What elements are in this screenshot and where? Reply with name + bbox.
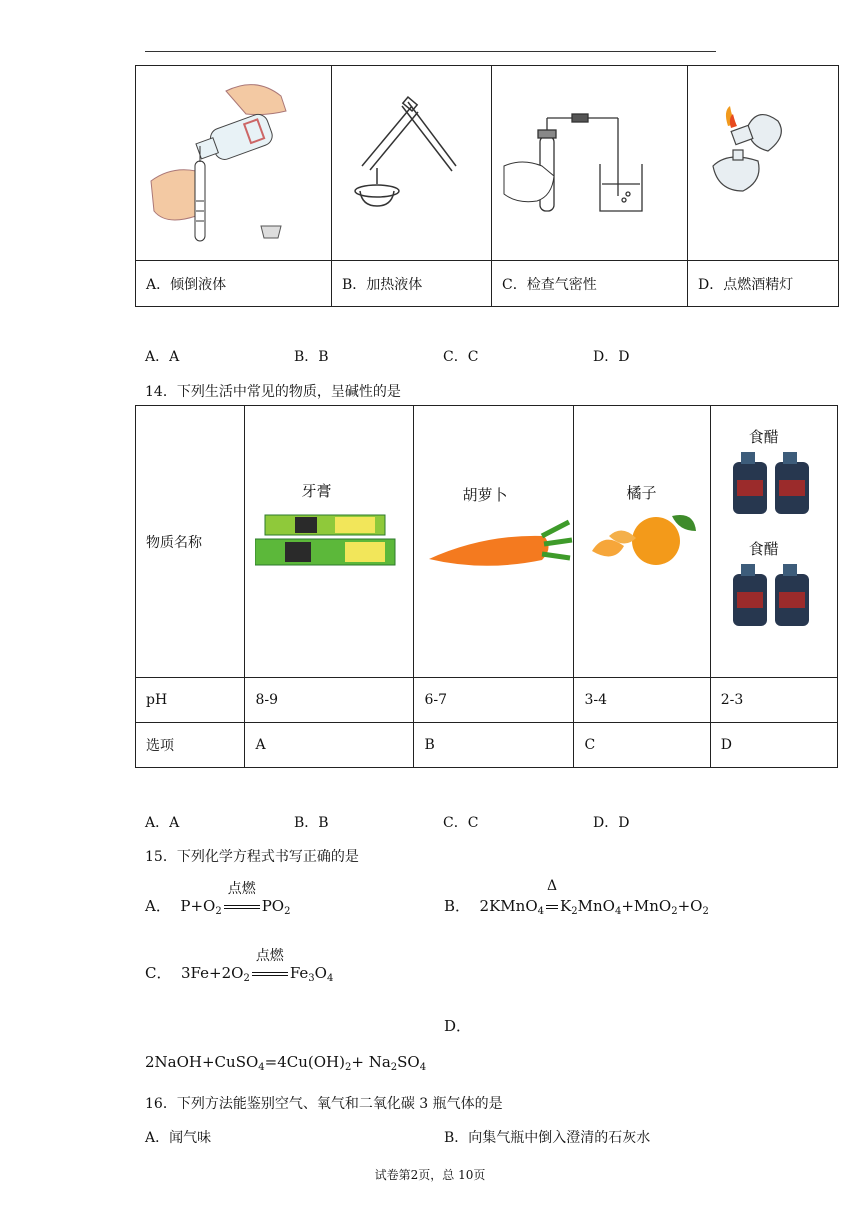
caption-d: D．点燃酒精灯 bbox=[688, 261, 839, 307]
q14-option-b[interactable]: B．B bbox=[294, 815, 329, 831]
q15-option-a[interactable]: A． $P+O_2$ 点燃 $PO_2$ bbox=[145, 895, 290, 917]
q15-a-condition: 点燃 bbox=[227, 881, 256, 897]
vinegar-cell bbox=[710, 406, 837, 678]
pour-liquid-icon bbox=[136, 66, 331, 256]
opt-c: C bbox=[574, 723, 710, 768]
airtight-check-icon bbox=[492, 66, 687, 256]
opt-a: A bbox=[245, 723, 414, 768]
carrot-icon bbox=[424, 514, 574, 574]
opt-d: D bbox=[710, 723, 837, 768]
q15-b-condition: Δ bbox=[546, 878, 558, 894]
heat-liquid-figure bbox=[332, 66, 492, 261]
ph-b: 6-7 bbox=[414, 678, 574, 723]
light-lamp-figure bbox=[688, 66, 839, 261]
q13-table bbox=[135, 65, 839, 307]
header-rule bbox=[145, 51, 716, 52]
q16-option-b[interactable]: B．向集气瓶中倒入澄清的石灰水 bbox=[444, 1130, 651, 1146]
q15-option-d: $2NaOH+CuSO_4=4Cu(OH)_2+ Na_2SO_4$ bbox=[145, 1053, 427, 1073]
q15-option-d-label[interactable]: D． bbox=[444, 1017, 472, 1035]
toothpaste-icon bbox=[255, 511, 405, 571]
vinegar-bottle-icon bbox=[727, 450, 817, 516]
caption-c: C．检查气密性 bbox=[492, 261, 688, 307]
carrot-cell bbox=[414, 406, 574, 678]
page-footer: 试卷第2页，总 10页 bbox=[374, 1168, 486, 1182]
carrot-label: 胡萝卜 bbox=[462, 486, 508, 504]
q15-option-c[interactable]: C． $3Fe+2O_2$ 点燃 $Fe_3O_4$ bbox=[145, 962, 333, 984]
ph-d: 2-3 bbox=[710, 678, 837, 723]
caption-a: A．倾倒液体 bbox=[136, 261, 332, 307]
pour-liquid-figure bbox=[136, 66, 332, 261]
vinegar-label-top: 食醋 bbox=[748, 428, 779, 446]
q14-table bbox=[135, 405, 838, 768]
q13-option-a[interactable]: A．A bbox=[145, 349, 180, 365]
q16-option-a[interactable]: A．闻气味 bbox=[145, 1130, 212, 1146]
q14-options bbox=[145, 812, 745, 832]
row-header-ph: pH bbox=[136, 678, 245, 723]
toothpaste-label: 牙膏 bbox=[301, 482, 332, 500]
q14-option-a[interactable]: A．A bbox=[145, 815, 180, 831]
q13-option-d[interactable]: D．D bbox=[593, 349, 630, 365]
q16-stem: 16．下列方法能鉴别空气、氧气和二氧化碳 3 瓶气体的是 bbox=[145, 1096, 503, 1112]
ph-a: 8-9 bbox=[245, 678, 414, 723]
vinegar-bottle-icon-2 bbox=[727, 562, 817, 628]
q14-option-c[interactable]: C．C bbox=[443, 815, 479, 831]
q15-option-b[interactable]: B． 2KMnO$_4$ Δ $K_2MnO_4+MnO_2+O_2$ bbox=[444, 878, 709, 917]
orange-label: 橘子 bbox=[626, 484, 657, 502]
orange-cell bbox=[574, 406, 710, 678]
orange-icon bbox=[584, 506, 704, 571]
opt-b: B bbox=[414, 723, 574, 768]
q14-option-d[interactable]: D．D bbox=[593, 815, 630, 831]
heat-liquid-icon bbox=[332, 66, 491, 256]
row-header-opt: 选项 bbox=[136, 723, 245, 768]
q13-options bbox=[145, 346, 745, 366]
ph-c: 3-4 bbox=[574, 678, 710, 723]
q15-c-condition: 点燃 bbox=[255, 948, 284, 964]
q13-option-c[interactable]: C．C bbox=[443, 349, 479, 365]
q14-stem: 14．下列生活中常见的物质，呈碱性的是 bbox=[145, 384, 401, 400]
q13-option-b[interactable]: B．B bbox=[294, 349, 329, 365]
row-header-name: 物质名称 bbox=[136, 406, 245, 678]
alcohol-lamp-icon bbox=[688, 66, 838, 256]
caption-b: B．加热液体 bbox=[332, 261, 492, 307]
vinegar-label-bottom: 食醋 bbox=[748, 540, 779, 558]
toothpaste-cell bbox=[245, 406, 414, 678]
airtight-check-figure bbox=[492, 66, 688, 261]
q15-stem: 15．下列化学方程式书写正确的是 bbox=[145, 849, 359, 865]
